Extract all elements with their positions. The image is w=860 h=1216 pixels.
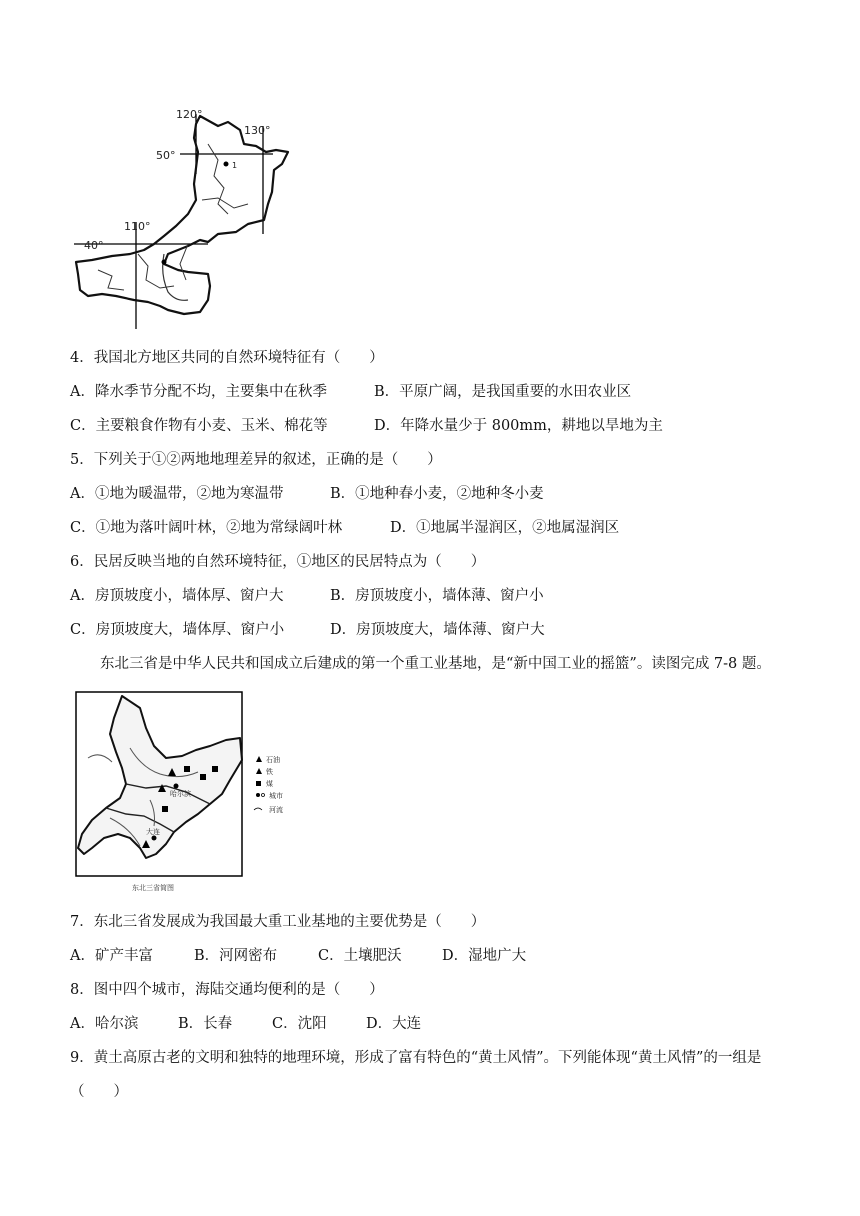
northern-region-map — [68, 104, 298, 332]
region-outline — [76, 116, 288, 314]
river — [88, 755, 112, 762]
q7-option-c: C．土壤肥沃 — [318, 948, 402, 964]
q8-stem: 8．图中四个城市，海陆交通均便利的是（ ） — [70, 982, 384, 998]
city-harbin-dot — [174, 784, 179, 789]
location-1-dot — [224, 162, 229, 167]
inner-boundary — [202, 198, 248, 208]
city-dalian-dot — [152, 836, 157, 841]
q4-option-a: A．降水季节分配不均，主要集中在秋季 — [70, 384, 327, 400]
legend-river-label: 河流 — [269, 806, 283, 814]
q8-option-d: D．大连 — [366, 1016, 422, 1032]
q4-option-b: B．平原广阔，是我国重要的水田农业区 — [374, 384, 632, 400]
legend-iron-icon — [256, 768, 262, 774]
coal-symbol — [200, 774, 206, 780]
legend-oil-icon — [256, 756, 262, 762]
city-harbin-label: 哈尔滨 — [170, 790, 191, 798]
q6-option-c: C．房顶坡度大，墙体厚、窗户小 — [70, 622, 285, 638]
intro-paragraph: 东北三省是中华人民共和国成立后建成的第一个重工业基地，是“新中国工业的摇篮”。读图完成 7-8 题。 — [100, 656, 771, 672]
q6-option-b: B．房顶坡度小，墙体薄、窗户小 — [330, 588, 544, 604]
lon-120-label: 120° — [176, 108, 203, 121]
legend-iron-label: 铁 — [266, 768, 273, 776]
q5-option-d: D．①地属半湿润区，②地属湿润区 — [390, 520, 620, 536]
coal-symbol — [162, 806, 168, 812]
q6-stem: 6．民居反映当地的自然环境特征，①地区的民居特点为（ ） — [70, 554, 486, 570]
inner-boundary — [98, 270, 124, 290]
q7-stem: 7．东北三省发展成为我国最大重工业基地的主要优势是（ ） — [70, 914, 486, 930]
q6-option-d: D．房顶坡度大，墙体薄、窗户大 — [330, 622, 545, 638]
q4-option-d: D．年降水量少于 800mm，耕地以旱地为主 — [374, 418, 663, 434]
northern-region-map-svg — [68, 104, 298, 332]
legend-coal-label: 煤 — [266, 780, 273, 788]
lon-110-label: 110° — [124, 220, 151, 233]
q5-option-b: B．①地种春小麦，②地种冬小麦 — [330, 486, 544, 502]
legend-city-icon — [256, 793, 260, 797]
q7-option-b: B．河网密布 — [194, 948, 278, 964]
legend-river-icon — [254, 808, 262, 810]
lat-40-label: 40° — [84, 239, 104, 252]
q8-option-c: C．沈阳 — [272, 1016, 327, 1032]
q8-option-b: B．长春 — [178, 1016, 233, 1032]
q6-option-a: A．房顶坡度小，墙体厚、窗户大 — [70, 588, 284, 604]
q4-stem: 4．我国北方地区共同的自然环境特征有（ ） — [70, 350, 384, 366]
q9-stem: 9．黄土高原古老的文明和独特的地理环境，形成了富有特色的“黄土风情”。下列能体现“黄土风情”的一组是 — [70, 1050, 762, 1066]
legend-coal-icon — [256, 781, 261, 786]
northeast-provinces-map-svg — [70, 688, 300, 894]
q5-option-a: A．①地为暖温带，②地为寒温带 — [70, 486, 284, 502]
legend-oil-label: 石油 — [266, 756, 280, 764]
inner-boundary — [138, 254, 174, 288]
lon-130-label: 130° — [244, 124, 271, 137]
coal-symbol — [212, 766, 218, 772]
q7-option-a: A．矿产丰富 — [70, 948, 153, 964]
q8-option-a: A．哈尔滨 — [70, 1016, 139, 1032]
q9-answer-paren: （ ） — [70, 1084, 128, 1100]
location-1-label: 1 — [232, 161, 238, 170]
q5-option-c: C．①地为落叶阔叶林，②地为常绿阔叶林 — [70, 520, 343, 536]
location-2-dot — [162, 260, 167, 265]
river — [163, 254, 188, 300]
coal-symbol — [184, 766, 190, 772]
legend-town-icon — [262, 794, 265, 797]
q7-option-d: D．湿地广大 — [442, 948, 527, 964]
city-dalian-label: 大连 — [146, 828, 160, 836]
map-caption: 东北三省简图 — [132, 884, 174, 892]
legend-city-label: 城市 — [269, 792, 283, 800]
q5-stem: 5．下列关于①②两地地理差异的叙述，正确的是（ ） — [70, 452, 442, 468]
q4-option-c: C．主要粮食作物有小麦、玉米、棉花等 — [70, 418, 328, 434]
northeast-provinces-map — [70, 688, 300, 894]
lat-50-label: 50° — [156, 149, 176, 162]
province-outline — [78, 696, 242, 858]
